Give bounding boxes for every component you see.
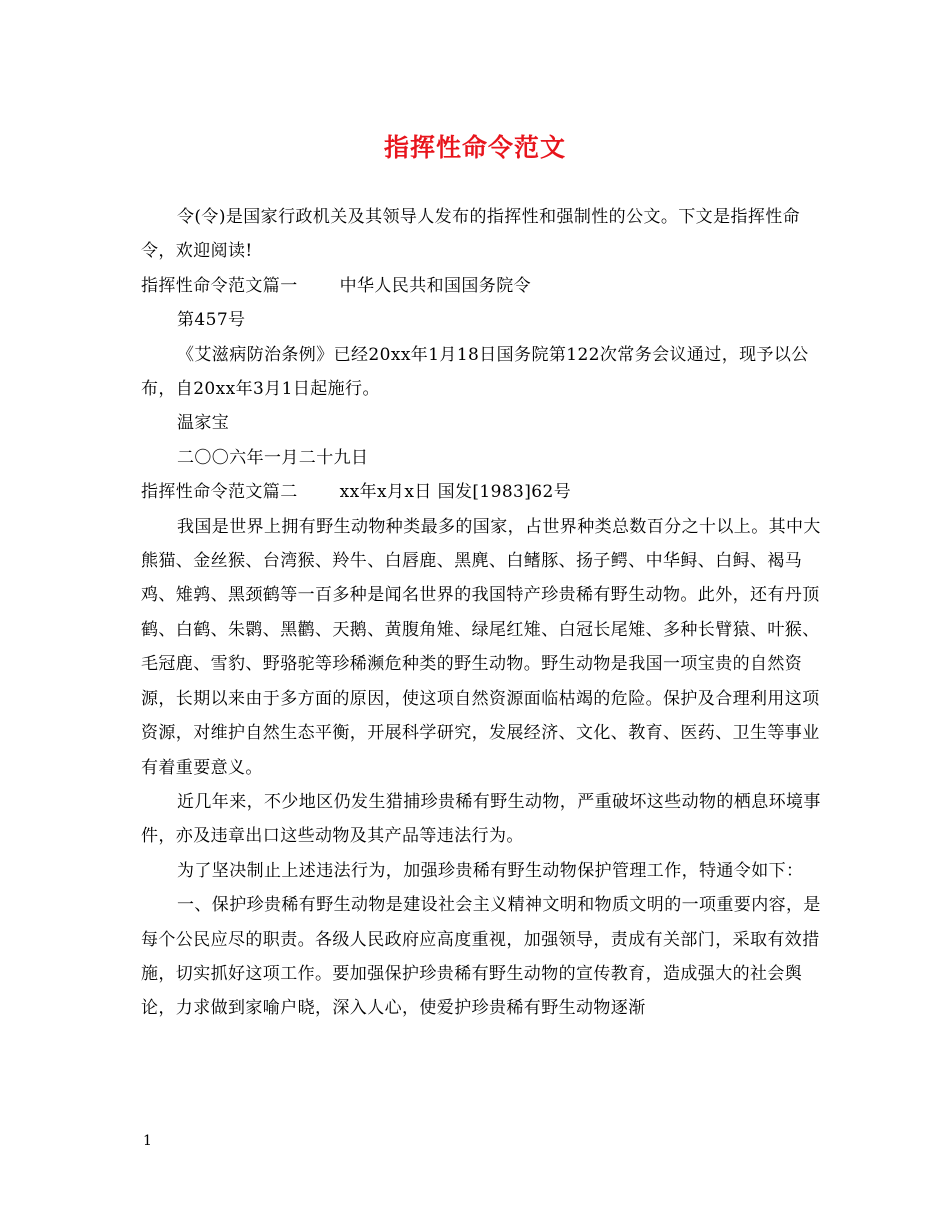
document-body	[141, 200, 831, 1026]
section1-heading-line	[141, 269, 831, 303]
section1-number: 第457号	[177, 310, 246, 331]
section2-paragraph: 我国是世界上拥有野生动物种类最多的国家，占世界种类总数百分之十以上。其中大熊猫、金丝猴、台湾猴、羚牛、白唇鹿、黑麂、白鳍豚、扬子鳄、中华鲟、白鲟、褐马鸡、雉鹑、黑颈鹤等一百多种是闻名世界的我国特产珍贵稀有野生动物。此外，还有丹顶鹤、白鹤、朱鹮、黑鹳、天鹅、黄腹角雉、绿尾红雉、白冠长尾雉、多种长臂猿、叶猴、毛冠鹿、雪豹、野骆驼等珍稀濒危种类的野生动物。野生动物是我国一项宝贵的自然资源，长期以来由于多方面的原因，使这项自然资源面临枯竭的危险。保护及合理利用这项资源，对维护自然生态平衡，开展科学研究，发展经济、文化、教育、医药、卫生等事业有着重要意义。	[141, 516, 821, 778]
page-number: 1	[143, 1133, 152, 1149]
section2-reference: xx年x月x日 国发[1983]62号	[339, 482, 572, 503]
section1-signature: 温家宝	[177, 413, 230, 434]
section1-content: 《艾滋病防治条例》已经20xx年1月18日国务院第122次常务会议通过，现予以公布，自20xx年3月1日起施行。	[141, 344, 809, 400]
section1-heading: 指挥性命令范文篇一	[141, 275, 298, 296]
intro-paragraph: 令(令)是国家行政机关及其领导人发布的指挥性和强制性的公文。下文是指挥性命令，欢迎阅读!	[141, 207, 801, 262]
document-title: 指挥性命令范文	[383, 133, 566, 162]
section2-heading-line	[141, 475, 831, 509]
section2-heading: 指挥性命令范文篇二	[141, 482, 298, 503]
section2-paragraph: 一、保护珍贵稀有野生动物是建设社会主义精神文明和物质文明的一项重要内容，是每个公民应尽的职责。各级人民政府应高度重视，加强领导，责成有关部门，采取有效措施，切实抓好这项工作。要加强保护珍贵稀有野生动物的宣传教育，造成强大的社会舆论，力求做到家喻户晓，深入人心，使爱护珍贵稀有野生动物逐渐	[141, 895, 821, 1019]
section2-paragraph: 为了坚决制止上述违法行为，加强珍贵稀有野生动物保护管理工作，特通令如下：	[177, 860, 804, 881]
section2-paragraph: 近几年来，不少地区仍发生猎捕珍贵稀有野生动物，严重破坏这些动物的栖息环境事件，亦及违章出口这些动物及其产品等违法行为。	[141, 791, 821, 847]
section1-issuer: 中华人民共和国国务院令	[339, 275, 532, 296]
section1-date: 二〇〇六年一月二十九日	[177, 447, 369, 468]
